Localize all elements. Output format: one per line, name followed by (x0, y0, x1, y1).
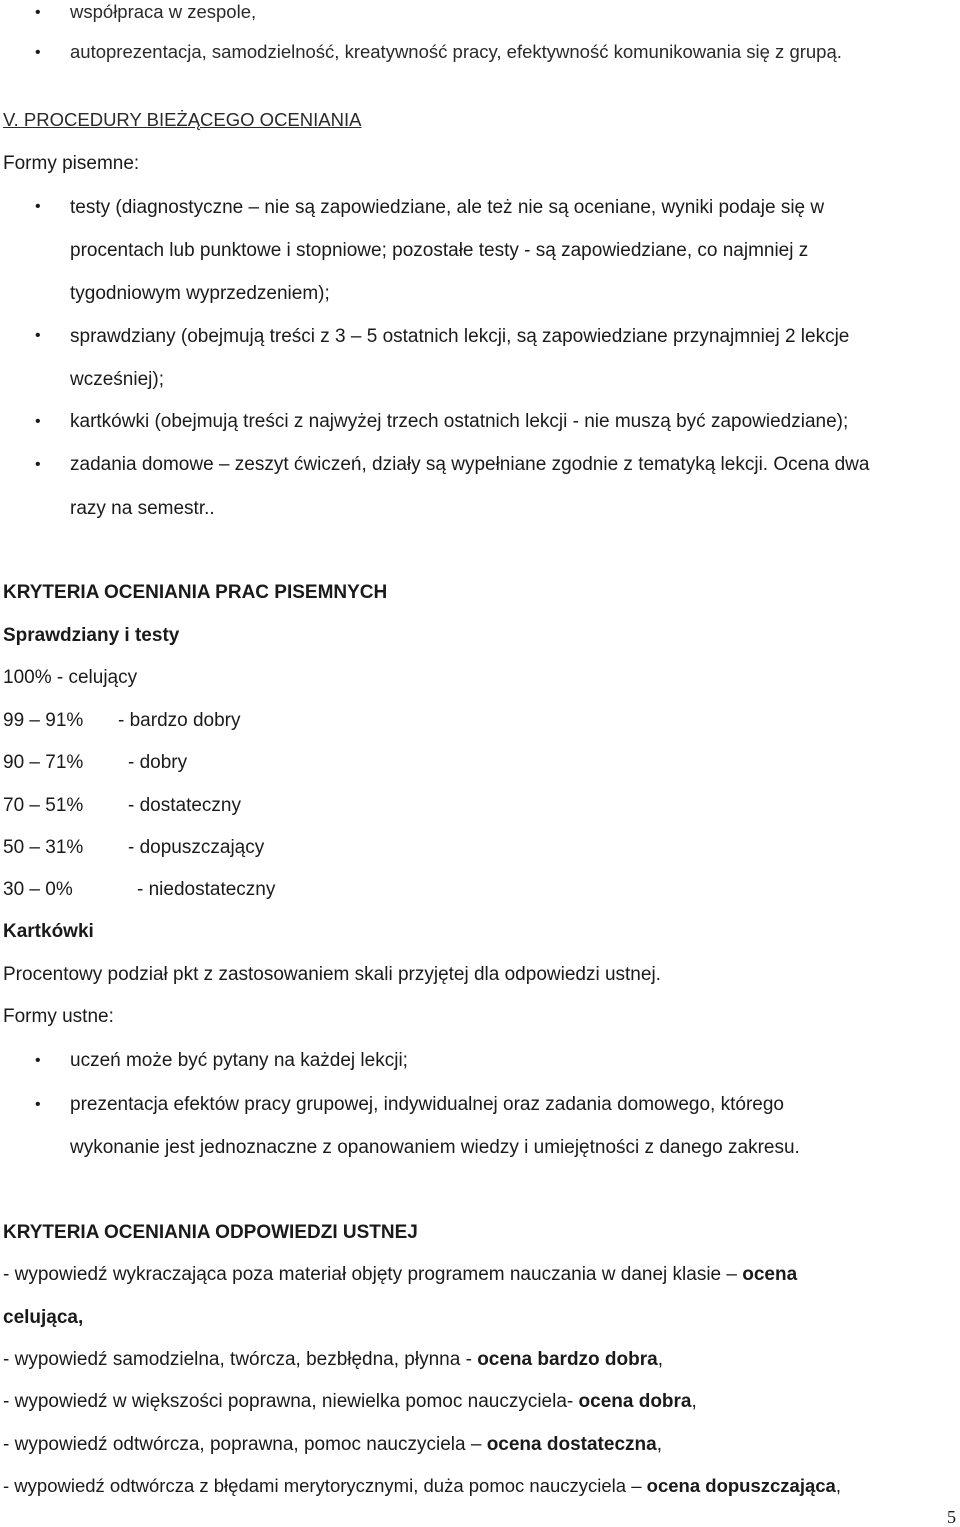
oral-item-line: wykonanie jest jednoznaczne z opanowaniem wiedzy i umiejętności z danego zakresu. (70, 1137, 800, 1158)
bullet-icon: • (35, 198, 41, 215)
tests-heading: Sprawdziany i testy (3, 625, 180, 646)
grade-scale-row: 100% - celujący (3, 667, 138, 688)
written-item-line: tygodniowym wyprzedzeniem); (70, 283, 330, 304)
oral-criteria-row (3, 1265, 797, 1284)
oral-item-line: uczeń może być pytany na każdej lekcji; (70, 1050, 408, 1071)
written-item-line: testy (diagnostyczne – nie są zapowiedziane, ale też nie są oceniane, wyniki podaje się w (70, 197, 825, 218)
oral-criteria-row (3, 1435, 662, 1454)
criteria-grade: ocena dopuszczająca (646, 1475, 836, 1496)
criteria-text: - wypowiedź wykraczająca poza materiał objęty programem nauczania w danej klasie – (3, 1264, 743, 1285)
criteria-after: , (835, 1475, 841, 1496)
criteria-text: - wypowiedź w większości poprawna, niewielka pomoc nauczyciela- (3, 1391, 579, 1412)
top-bullet-text: współpraca w zespole, (70, 1, 257, 22)
grade-name: - dobry (128, 752, 188, 773)
written-item-line: razy na semestr.. (70, 498, 215, 519)
oral-criteria-row (3, 1350, 663, 1369)
top-bullet-text: autoprezentacja, samodzielność, kreatywność pracy, efektywność komunikowania się z grupą. (70, 41, 842, 62)
section-title: V. PROCEDURY BIEŻĄCEGO OCENIANIA (3, 109, 362, 130)
quiz-heading: Kartkówki (3, 921, 94, 942)
written-item-line: kartkówki (obejmują treści z najwyżej trzech ostatnich lekcji - nie muszą być zapowiedziane); (70, 411, 849, 432)
criteria-grade: ocena bardzo dobra (477, 1349, 658, 1370)
criteria-grade: ocena dobra (578, 1391, 692, 1412)
grade-range: 50 – 31% (3, 837, 84, 858)
criteria-text: - wypowiedź odtwórcza z błędami merytorycznymi, duża pomoc nauczyciela – (3, 1475, 647, 1496)
page-number: 5 (947, 1507, 956, 1527)
grade-name: - dostateczny (128, 795, 241, 816)
bullet-icon: • (35, 1052, 41, 1069)
written-forms-heading: Formy pisemne: (3, 153, 140, 174)
oral-criteria-row (3, 1392, 697, 1411)
written-item-line: zadania domowe – zeszyt ćwiczeń, działy są wypełniane zgodnie z tematyką lekcji. Ocena dwa (70, 454, 870, 475)
bullet-icon: • (35, 456, 41, 473)
criteria-grade: ocena (742, 1264, 798, 1285)
grade-range: 30 – 0% (3, 879, 73, 900)
grade-range: 99 – 91% (3, 710, 84, 731)
grade-name: - niedostateczny (137, 879, 276, 900)
written-criteria-heading: KRYTERIA OCENIANIA PRAC PISEMNYCH (3, 582, 388, 603)
oral-criteria-heading: KRYTERIA OCENIANIA ODPOWIEDZI USTNEJ (3, 1222, 418, 1243)
grade-range: 70 – 51% (3, 795, 84, 816)
written-item-line: sprawdziany (obejmują treści z 3 – 5 ostatnich lekcji, są zapowiedziane przynajmniej 2 lekcje (70, 326, 850, 347)
criteria-text: - wypowiedź samodzielna, twórcza, bezbłędna, płynna - (3, 1349, 478, 1370)
oral-criteria-row (3, 1477, 841, 1496)
bullet-icon: • (35, 44, 41, 61)
grade-range: 90 – 71% (3, 752, 84, 773)
written-item-line: wcześniej); (70, 369, 164, 390)
criteria-after: , (657, 1349, 663, 1370)
quiz-text: Procentowy podział pkt z zastosowaniem skali przyjętej dla odpowiedzi ustnej. (3, 964, 661, 985)
criteria-after: , (656, 1434, 662, 1455)
oral-item-line: prezentacja efektów pracy grupowej, indywidualnej oraz zadania domowego, którego (70, 1094, 784, 1115)
bullet-icon: • (35, 4, 41, 21)
bullet-icon: • (35, 413, 41, 430)
bullet-icon: • (35, 327, 41, 344)
criteria-after: , (691, 1391, 697, 1412)
criteria-text: - wypowiedź odtwórcza, poprawna, pomoc nauczyciela – (3, 1434, 487, 1455)
grade-name: - bardzo dobry (118, 710, 241, 731)
bullet-icon: • (35, 1096, 41, 1113)
oral-forms-heading: Formy ustne: (3, 1006, 114, 1027)
written-item-line: procentach lub punktowe i stopniowe; pozostałe testy - są zapowiedziane, co najmniej z (70, 240, 809, 261)
oral-criteria-row: celująca, (3, 1307, 84, 1328)
criteria-grade: ocena dostateczna (486, 1434, 657, 1455)
grade-name: - dopuszczający (128, 837, 265, 858)
